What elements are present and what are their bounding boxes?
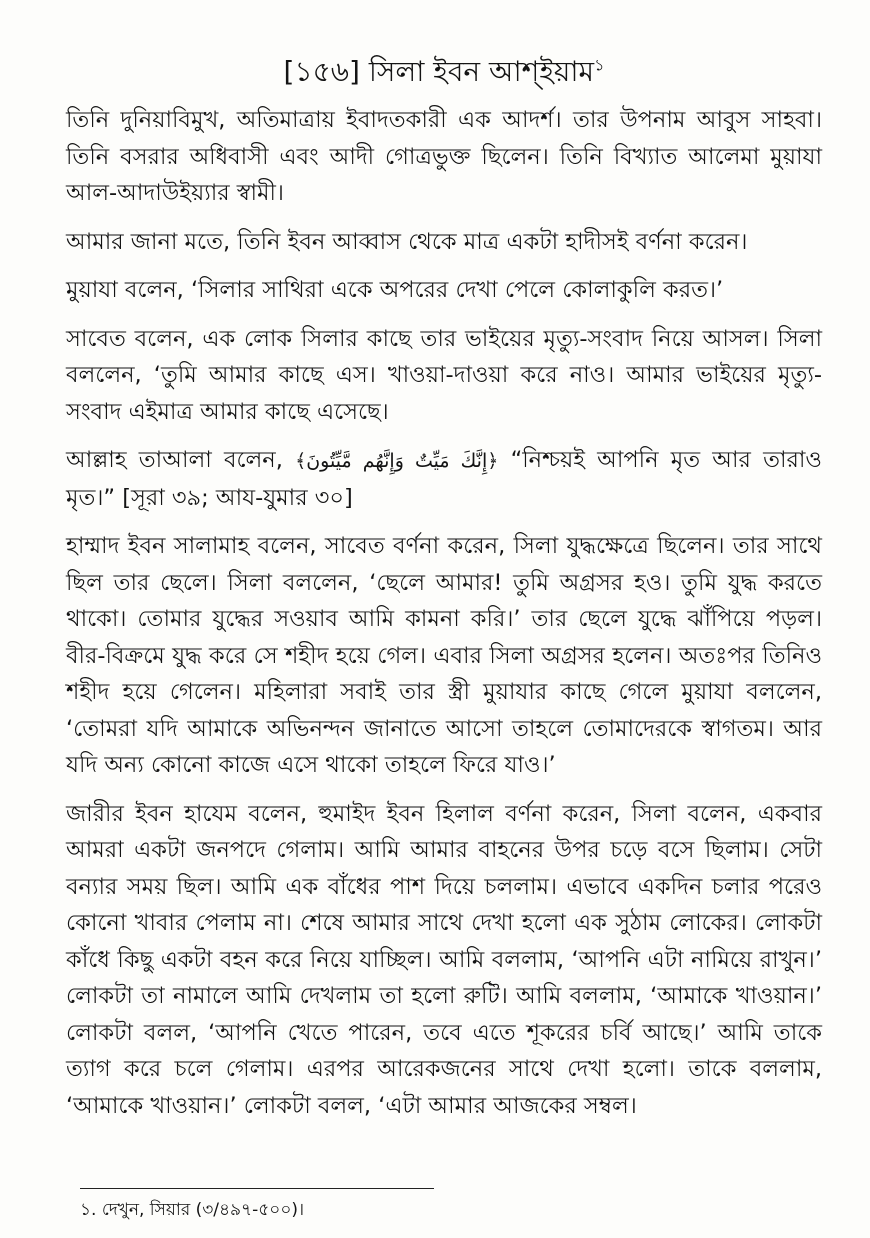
footnote-number: ১.	[80, 1200, 97, 1220]
entry-name: সিলা ইবন আশ্‌ইয়াম	[368, 55, 595, 88]
footnote-reference: ১	[594, 55, 605, 75]
paragraph-intro: তিনি দুনিয়াবিমুখ, অতিমাত্রায় ইবাদতকারী এক আদর্শ। তার উপনাম আবুস সাহবা। তিনি বসরার অধিবাসী এবং আদী গোত্রভুক্ত ছিলেন। তিনি বিখ্যাত আলেমা মুয়াযা আল-আদাউইয়্যার স্বামী।	[66, 107, 822, 206]
paragraph-hadith-count: আমার জানা মতে, তিনি ইবন আব্বাস থেকে মাত্র একটা হাদীসই বর্ণনা করেন।	[66, 228, 748, 255]
paragraph-brother-death: সাবেত বলেন, এক লোক সিলার কাছে তার ভাইয়ের মৃত্যু-সংবাদ নিয়ে আসল। সিলা বললেন, ‘তুমি আমার কাছে এস। খাওয়া-দাওয়া করে নাও। আমার ভাইয়ের মৃত্যু-সংবাদ এইমাত্র আমার কাছে এসেছে।	[66, 325, 822, 425]
paragraph-battlefield: হাম্মাদ ইবন সালামাহ বলেন, সাবেত বর্ণনা করেন, সিলা যুদ্ধক্ষেত্রে ছিলেন। তার সাথে ছিল তার ছেলে। সিলা বললেন, ‘ছেলে আমার! তুমি অগ্রসর হও। তুমি যুদ্ধ করতে থাকো। তোমার যুদ্ধের সওয়াব আমি কামনা করি।’ তার ছেলে যুদ্ধে ঝাঁপিয়ে পড়ল। বীর-বিক্রমে যুদ্ধ করে সে শহীদ হয়ে গেল। এবার সিলা অগ্রসর হলেন। অতঃপর তিনিও শহীদ হয়ে গেলেন। মহিলারা সবাই তার স্ত্রী মুয়াযার কাছে গেলে মুয়াযা বললেন, ‘তোমরা যদি আমাকে অভিনন্দন জানাতে আসো তাহলে তোমাদেরকে স্বাগতম। আর যদি অন্য কোনো কাজে এসে থাকো তাহলে ফিরে যাও।’	[66, 533, 822, 778]
paragraph-muaza-quote: মুয়াযা বলেন, ‘সিলার সাথিরা একে অপরের দেখা পেলে কোলাকুলি করত।’	[66, 277, 724, 303]
paragraph-quran-verse	[66, 442, 822, 516]
footnote-divider	[80, 1188, 434, 1189]
footnote-text: দেখুন, সিয়ার (৩/৪৯৭-৫০০)।	[101, 1200, 305, 1220]
entry-number: [১৫৬]	[283, 55, 360, 88]
paragraph-journey: জারীর ইবন হাযেম বলেন, হুমাইদ ইবন হিলাল বর্ণনা করেন, সিলা বলেন, একবার আমরা একটা জনপদে গেলাম। আমি আমার বাহনের উপর চড়ে বসে ছিলাম। সেটা বন্যার সময় ছিল। আমি এক বাঁধের পাশ দিয়ে চললাম। এভাবে একদিন চলার পরেও কোনো খাবার পেলাম না। শেষে আমার সাথে দেখা হলো এক সুঠাম লোকের। লোকটা কাঁধে কিছু একটা বহন করে নিয়ে যাচ্ছিল। আমি বললাম, ‘আপনি এটা নামিয়ে রাখুন।’ লোকটা তা নামালে আমি দেখলাম তা হলো রুটি। আমি বললাম, ‘আমাকে খাওয়ান।’ লোকটা বলল, ‘আপনি খেতে পারেন, তবে এতে শূকরের চর্বি আছে।’ আমি তাকে ত্যাগ করে চলে গেলাম। এরপর আরেকজনের সাথে দেখা হলো। তাকে বললাম, ‘আমাকে খাওয়ান।’ লোকটা বলল, ‘এটা আমার আজকের সম্বল।	[66, 800, 822, 1119]
verse-intro: আল্লাহ তাআলা বলেন,	[66, 447, 283, 473]
arabic-verse: ﴿إِنَّكَ مَيِّتٌ وَإِنَّهُم مَّيِّتُونَ﴾	[295, 450, 499, 472]
footnote	[80, 1196, 304, 1224]
page-title	[66, 52, 822, 92]
verse-translation: “নিশ্চয়ই আপনি মৃত আর তারাও মৃত।” [সূরা ৩৯; আয-যুমার ৩০]	[66, 447, 822, 511]
